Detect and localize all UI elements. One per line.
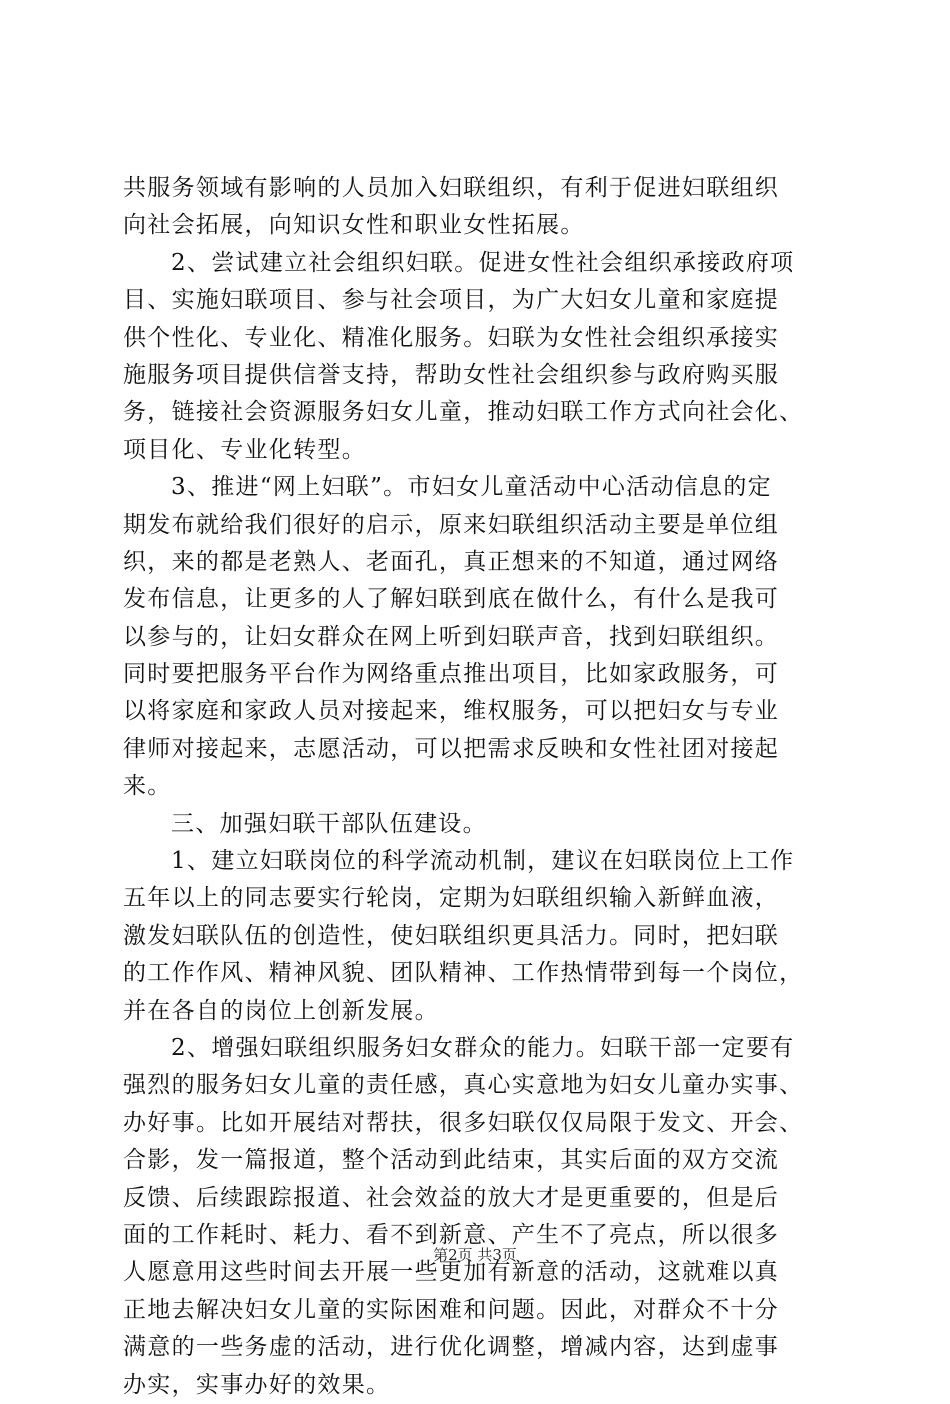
text-line: 五年以上的同志要实行轮岗，定期为妇联组织输入新鲜血液， bbox=[123, 885, 780, 912]
text-line: 同时要把服务平台作为网络重点推出项目，比如家政服务，可 bbox=[123, 661, 780, 688]
text-line: 面的工作耗时、耗力、看不到新意、产生不了亮点，所以很多 bbox=[123, 1221, 780, 1248]
text-line: 激发妇联队伍的创造性，使妇联组织更具活力。同时，把妇联 bbox=[123, 922, 780, 949]
text-line: 期发布就给我们很好的启示，原来妇联组织活动主要是单位组 bbox=[123, 511, 780, 538]
text-line: 合影，发一篇报道，整个活动到此结束，其实后面的双方交流 bbox=[123, 1147, 780, 1174]
text-line: 办实，实事办好的效果。 bbox=[123, 1371, 391, 1398]
paragraph-start-line: 3、推进“网上妇联”。市妇女儿童活动中心活动信息的定 bbox=[171, 474, 772, 501]
text-line: 务，链接社会资源服务妇女儿童，推动妇联工作方式向社会化、 bbox=[123, 399, 804, 426]
text-line: 共服务领域有影响的人员加入妇联组织，有利于促进妇联组织 bbox=[123, 175, 780, 201]
text-line: 律师对接起来，志愿活动，可以把需求反映和女性社团对接起 bbox=[123, 735, 780, 762]
text-line: 办好事。比如开展结对帮扶，很多妇联仅仅局限于发文、开会、 bbox=[123, 1109, 804, 1136]
document-body bbox=[123, 170, 829, 1404]
text-line: 目、实施妇联项目、参与社会项目，为广大妇女儿童和家庭提 bbox=[123, 287, 780, 314]
section-heading: 三、加强妇联干部队伍建设。 bbox=[171, 810, 487, 837]
text-line: 向社会拓展，向知识女性和职业女性拓展。 bbox=[123, 212, 585, 239]
paragraph-start-line: 1、建立妇联岗位的科学流动机制，建议在妇联岗位上工作 bbox=[171, 848, 795, 875]
text-line: 强烈的服务妇女儿童的责任感，真心实意地为妇女儿童办实事、 bbox=[123, 1072, 804, 1099]
text-line: 施服务项目提供信誉支持，帮助女性社会组织参与政府购买服 bbox=[123, 361, 780, 388]
text-line: 并在各自的岗位上创新发展。 bbox=[123, 997, 439, 1024]
text-line: 供个性化、专业化、精准化服务。妇联为女性社会组织承接实 bbox=[123, 324, 780, 351]
text-line: 反馈、后续跟踪报道、社会效益的放大才是更重要的，但是后 bbox=[123, 1184, 780, 1211]
text-line: 正地去解决妇女儿童的实际困难和问题。因此，对群众不十分 bbox=[123, 1296, 780, 1323]
paragraph-start-line: 2、增强妇联组织服务妇女群众的能力。妇联干部一定要有 bbox=[171, 1034, 795, 1061]
text-line: 以参与的，让妇女群众在网上听到妇联声音，找到妇联组织。 bbox=[123, 623, 780, 650]
text-line: 项目化、专业化转型。 bbox=[123, 436, 366, 463]
text-line: 来。 bbox=[123, 773, 172, 800]
page-number-footer: 第2页 共3页 bbox=[433, 1246, 517, 1264]
text-line: 发布信息，让更多的人了解妇联到底在做什么，有什么是我可 bbox=[123, 586, 780, 613]
text-line: 的工作作风、精神风貌、团队精神、工作热情带到每一个岗位， bbox=[123, 960, 804, 987]
paragraph-start-line: 2、尝试建立社会组织妇联。促进女性社会组织承接政府项 bbox=[171, 249, 795, 276]
text-line: 织，来的都是老熟人、老面孔，真正想来的不知道，通过网络 bbox=[123, 548, 780, 575]
text-line: 人愿意用这些时间去开展一些更加有新意的活动，这就难以真 bbox=[123, 1259, 780, 1286]
text-line: 满意的一些务虚的活动，进行优化调整，增减内容，达到虚事 bbox=[123, 1334, 780, 1361]
text-line: 以将家庭和家政人员对接起来，维权服务，可以把妇女与专业 bbox=[123, 698, 780, 725]
